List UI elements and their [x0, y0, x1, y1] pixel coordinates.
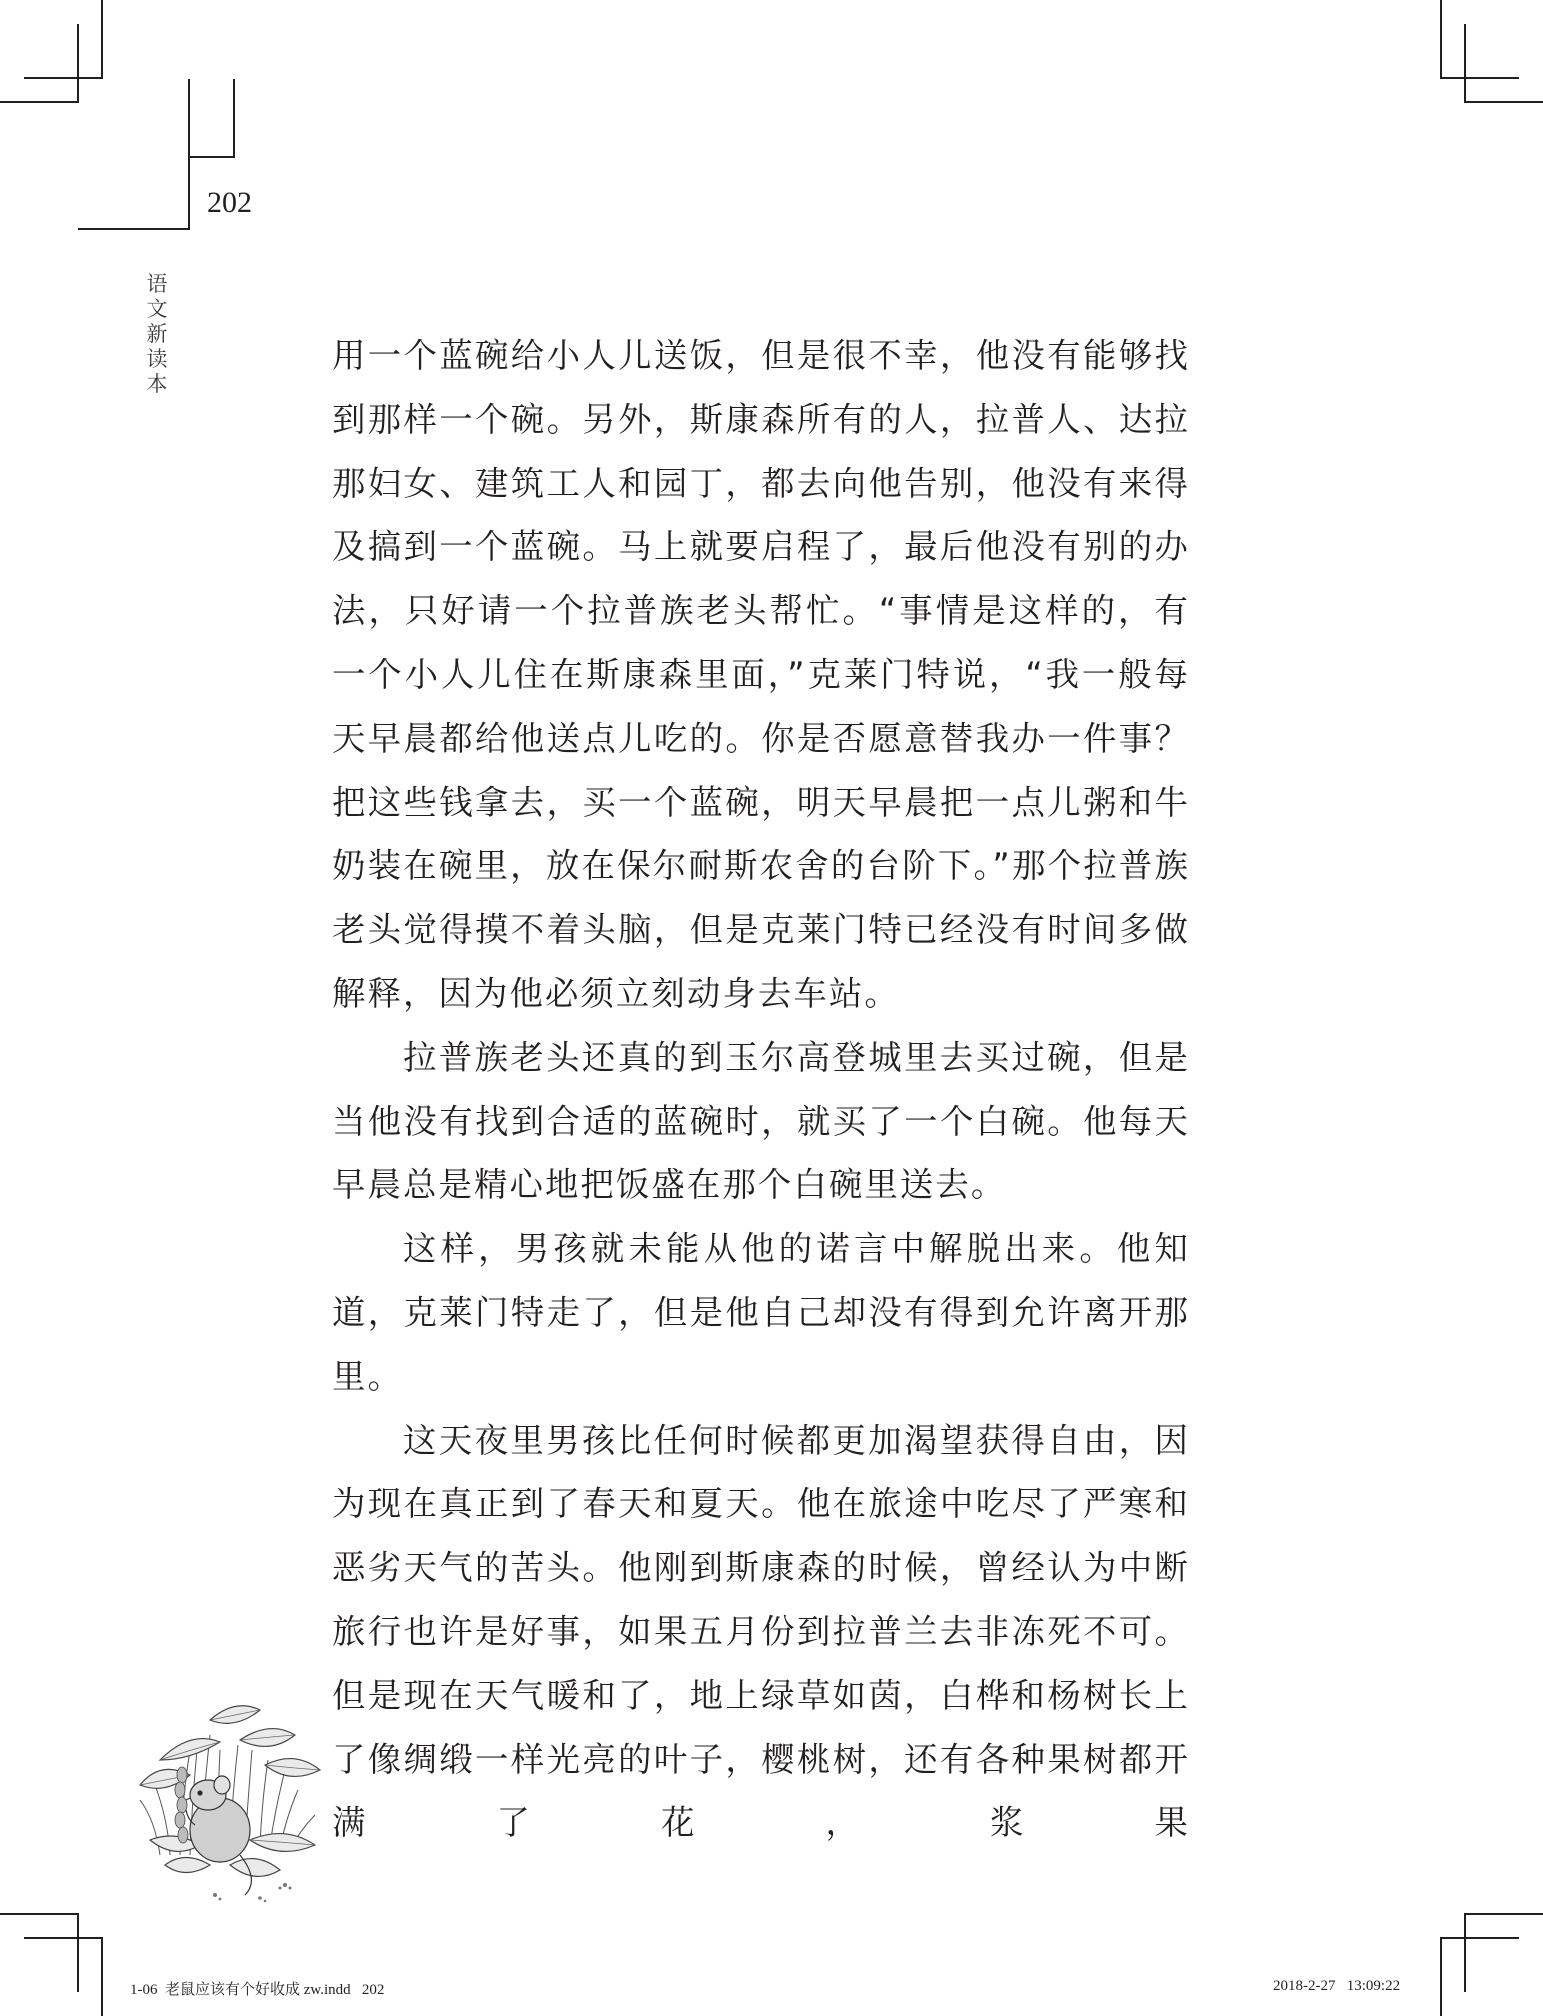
side-label-char: 本: [146, 372, 168, 396]
crop-line: [1464, 101, 1543, 103]
crop-line: [1464, 24, 1466, 103]
crop-line: [101, 1937, 103, 2016]
crop-line: [24, 77, 103, 79]
ornament-line: [233, 79, 235, 158]
side-label-char: 语: [146, 272, 168, 296]
mouse-sketch-icon: [120, 1680, 340, 1910]
crop-line: [77, 24, 79, 103]
crop-line: [77, 1913, 79, 1992]
crop-line: [24, 1937, 103, 1939]
paragraph: 这天夜里男孩比任何时候都更加渴望获得自由，因为现在真正到了春天和夏天。他在旅途中吃尽了严寒和恶劣天气的苦头。他刚到斯康森的时候，曾经认为中断旅行也许是好事，如果五月份到拉普兰去非冻死不可。但是现在天气暖和了，地上绿草如茵，白桦和杨树长上了像绸缎一样光亮的叶子，樱桃树，还有各种果树都开满了花，浆果: [332, 1420, 1190, 1843]
footer-timestamp: 2018-2-27 13:09:22: [1273, 1978, 1401, 1994]
body-text: [332, 324, 1190, 1855]
crop-line: [1464, 1913, 1543, 1915]
crop-line: [1464, 1913, 1466, 1992]
side-label-char: 读: [146, 347, 168, 371]
mouse-illustration: [120, 1680, 340, 1910]
page-number: 202: [207, 186, 252, 219]
paragraph: 拉普族老头还真的到玉尔高登城里去买过碗，但是当他没有找到合适的蓝碗时，就买了一个白碗。他每天早晨总是精心地把饭盛在那个白碗里送去。: [332, 1037, 1190, 1205]
crop-line: [101, 0, 103, 79]
paragraph: 用一个蓝碗给小人儿送饭，但是很不幸，他没有能够找到那样一个碗。另外，斯康森所有的人，拉普人、达拉那妇女、建筑工人和园丁，都去向他告别，他没有来得及搞到一个蓝碗。马上就要启程了，最后他没有别的办法，只好请一个拉普族老头帮忙。“事情是这样的，有一个小人儿住在斯康森里面，”克莱门特说，“我一般每天早晨都给他送点儿吃的。你是否愿意替我办一件事？把这些钱拿去，买一个蓝碗，明天早晨把一点儿粥和牛奶装在碗里，放在保尔耐斯农舍的台阶下。”那个拉普族老头觉得摸不着头脑，但是克莱门特已经没有时间多做解释，因为他必须立刻动身去车站。: [332, 336, 1190, 1013]
paragraph: 这样，男孩就未能从他的诺言中解脱出来。他知道，克莱门特走了，但是他自己却没有得到允许离开那里。: [332, 1229, 1190, 1396]
book-title-vertical: [145, 272, 169, 397]
ornament-line: [78, 228, 189, 230]
crop-line: [0, 101, 79, 103]
crop-line: [1440, 1937, 1519, 1939]
crop-line: [1440, 1937, 1442, 2016]
ornament-line: [188, 79, 190, 230]
crop-line: [1440, 77, 1519, 79]
footer-file-info: 1-06 老鼠应该有个好收成 zw.indd 202: [130, 1982, 385, 1998]
crop-line: [0, 1913, 79, 1915]
crop-line: [1440, 0, 1442, 79]
ornament-line: [188, 156, 235, 158]
side-label-char: 文: [146, 297, 168, 321]
side-label-char: 新: [146, 322, 168, 346]
